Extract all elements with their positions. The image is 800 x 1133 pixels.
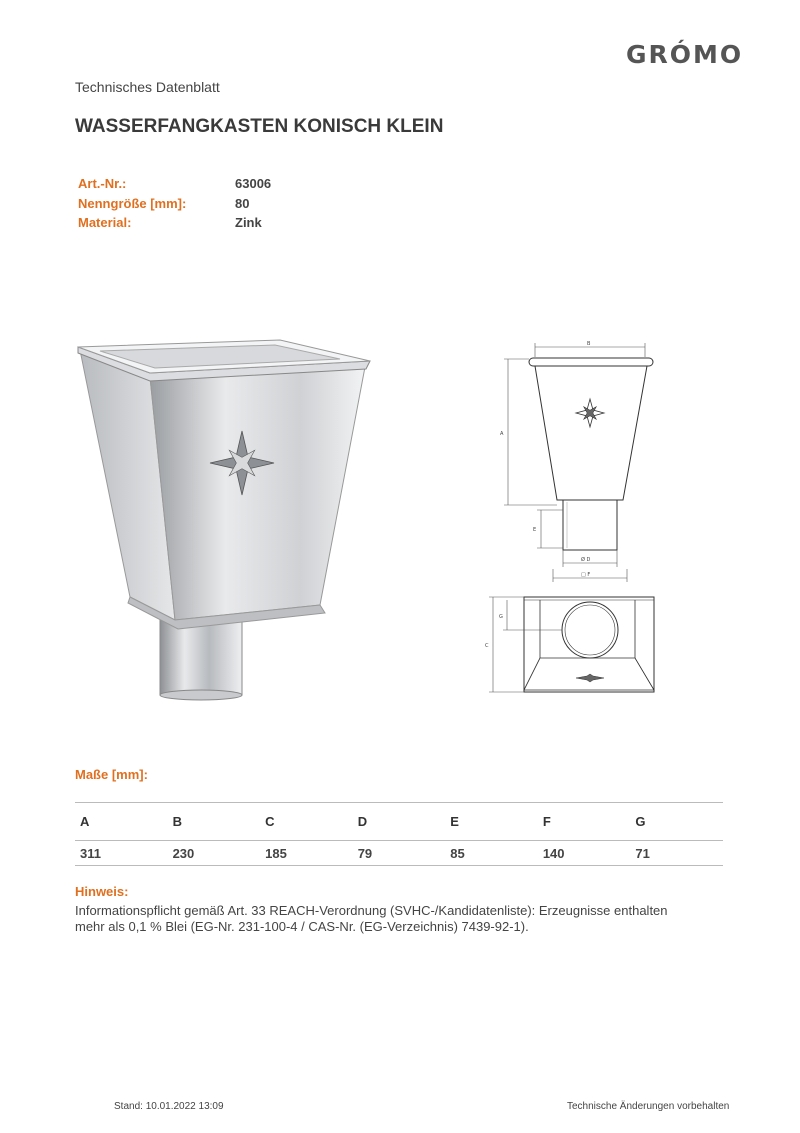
dim-label-g: G <box>499 614 503 620</box>
footer-date: Stand: 10.01.2022 13:09 <box>114 1101 224 1112</box>
product-title: WASSERFANGKASTEN KONISCH KLEIN <box>75 116 444 137</box>
table-cell: 230 <box>168 841 261 866</box>
dimensions-table <box>75 802 723 866</box>
note-line: Informationspflicht gemäß Art. 33 REACH-Verordnung (SVHC-/Kandidatenliste): Erzeugnisse enthalten <box>75 903 668 918</box>
dim-label-a: A <box>500 431 504 437</box>
product-image <box>70 335 380 705</box>
technical-drawing-side <box>495 335 665 585</box>
table-cell: 140 <box>538 841 631 866</box>
footer-disclaimer: Technische Änderungen vorbehalten <box>567 1101 730 1112</box>
dim-label-e: E <box>533 527 537 533</box>
spec-label-material: Material: <box>78 215 132 230</box>
table-header-cell: D <box>353 803 446 841</box>
dim-label-d: Ø D <box>581 557 591 563</box>
table-header-cell: G <box>630 803 723 841</box>
note-heading: Hinweis: <box>75 884 129 899</box>
table-cell: 79 <box>353 841 446 866</box>
table-cell: 311 <box>75 841 168 866</box>
table-cell: 85 <box>445 841 538 866</box>
spec-value-article: 63006 <box>235 176 272 191</box>
table-cell: 185 <box>260 841 353 866</box>
brand-logo: GRÓMO <box>626 40 744 69</box>
table-header-row <box>75 803 723 841</box>
table-header-cell: C <box>260 803 353 841</box>
spec-value-material: Zink <box>235 215 262 230</box>
spec-value-size: 80 <box>235 196 250 211</box>
spec-label-size: Nenngröße [mm]: <box>78 196 187 211</box>
document-subtitle: Technisches Datenblatt <box>75 79 220 95</box>
dim-label-f: □ F <box>581 572 591 578</box>
technical-drawing-top <box>480 590 665 700</box>
dim-label-b: B <box>587 341 591 347</box>
dim-label-c: C <box>485 643 489 649</box>
table-row <box>75 841 723 866</box>
table-header-cell: F <box>538 803 631 841</box>
dimensions-heading: Maße [mm]: <box>75 767 148 782</box>
table-cell: 71 <box>630 841 723 866</box>
note-line: mehr als 0,1 % Blei (EG-Nr. 231-100-4 / CAS-Nr. (EG-Verzeichnis) 7439-92-1). <box>75 919 529 934</box>
table-header-cell: A <box>75 803 168 841</box>
table-header-cell: B <box>168 803 261 841</box>
spec-label-article: Art.-Nr.: <box>78 176 127 191</box>
table-header-cell: E <box>445 803 538 841</box>
